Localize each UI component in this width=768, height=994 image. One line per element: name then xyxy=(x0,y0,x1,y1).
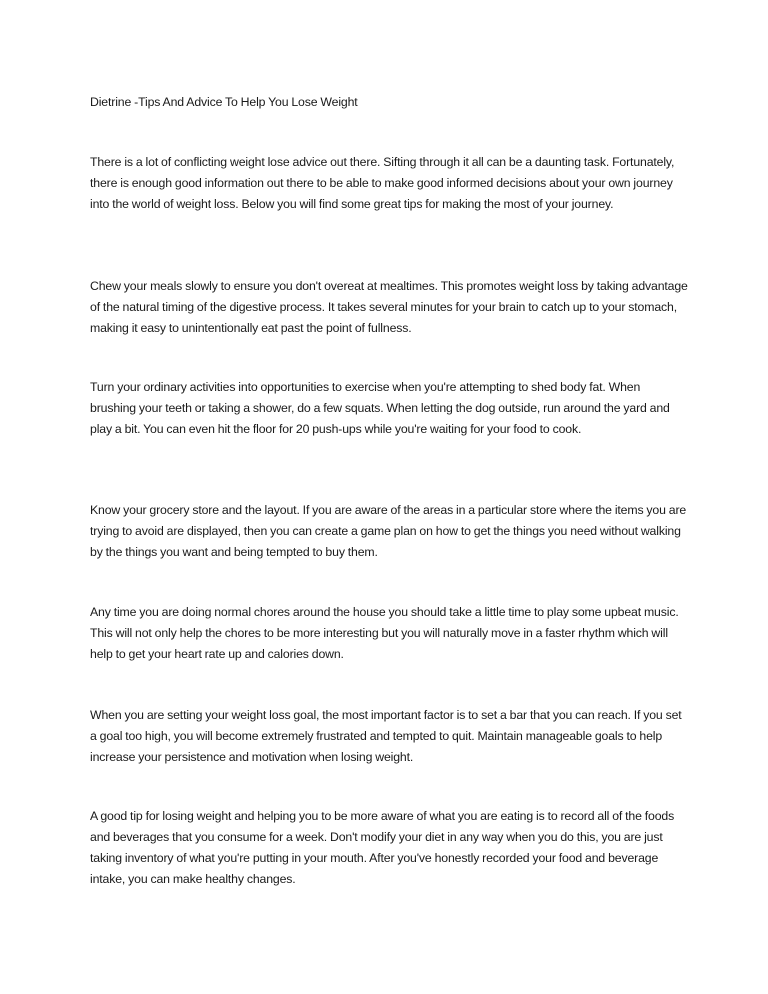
paragraph-chew-slowly: Chew your meals slowly to ensure you don't overeat at mealtimes. This promotes weight loss by taking advantage of the natural timing of the digestive process. It takes several minutes for your brain to catch up to your stomach, making it easy to unintentionally eat past the point of fullness. xyxy=(90,279,688,335)
paragraph-intro: There is a lot of conflicting weight lose advice out there. Sifting through it all can be a daunting task. Fortunately, there is enough good information out there to be able to make good informed decisions about your own journey into the world of weight loss. Below you will find some great tips for making the most of your journey. xyxy=(90,155,675,211)
paragraph-grocery-store: Know your grocery store and the layout. If you are aware of the areas in a particular store where the items you are trying to avoid are displayed, then you can create a game plan on how to get the things you need without walking by the things you want and being tempted to buy them. xyxy=(90,503,687,559)
paragraph-ordinary-activities: Turn your ordinary activities into opportunities to exercise when you're attempting to shed body fat. When brushing your teeth or taking a shower, do a few squats. When letting the dog outside, run around the yard and play a bit. You can even hit the floor for 20 push-ups while you're waiting for your food to cook. xyxy=(90,380,670,436)
paragraph-chores-music: Any time you are doing normal chores around the house you should take a little time to play some upbeat music. This will not only help the chores to be more interesting but you will naturally move in a faster rhythm which will help to get your heart rate up and calories down. xyxy=(90,605,679,661)
document-title: Dietrine -Tips And Advice To Help You Lose Weight xyxy=(90,95,358,109)
paragraph-food-record: A good tip for losing weight and helping you to be more aware of what you are eating is to record all of the foods and beverages that you consume for a week. Don't modify your diet in any way when you do this, you are just taking inventory of what you're putting in your mouth. After you've honestly recorded your food and beverage intake, you can make healthy changes. xyxy=(90,809,675,886)
paragraph-weight-loss-goal: When you are setting your weight loss goal, the most important factor is to set a bar that you can reach. If you set a goal too high, you will become extremely frustrated and tempted to quit. Maintain manageable goals to help increase your persistence and motivation when losing weight. xyxy=(90,708,682,764)
